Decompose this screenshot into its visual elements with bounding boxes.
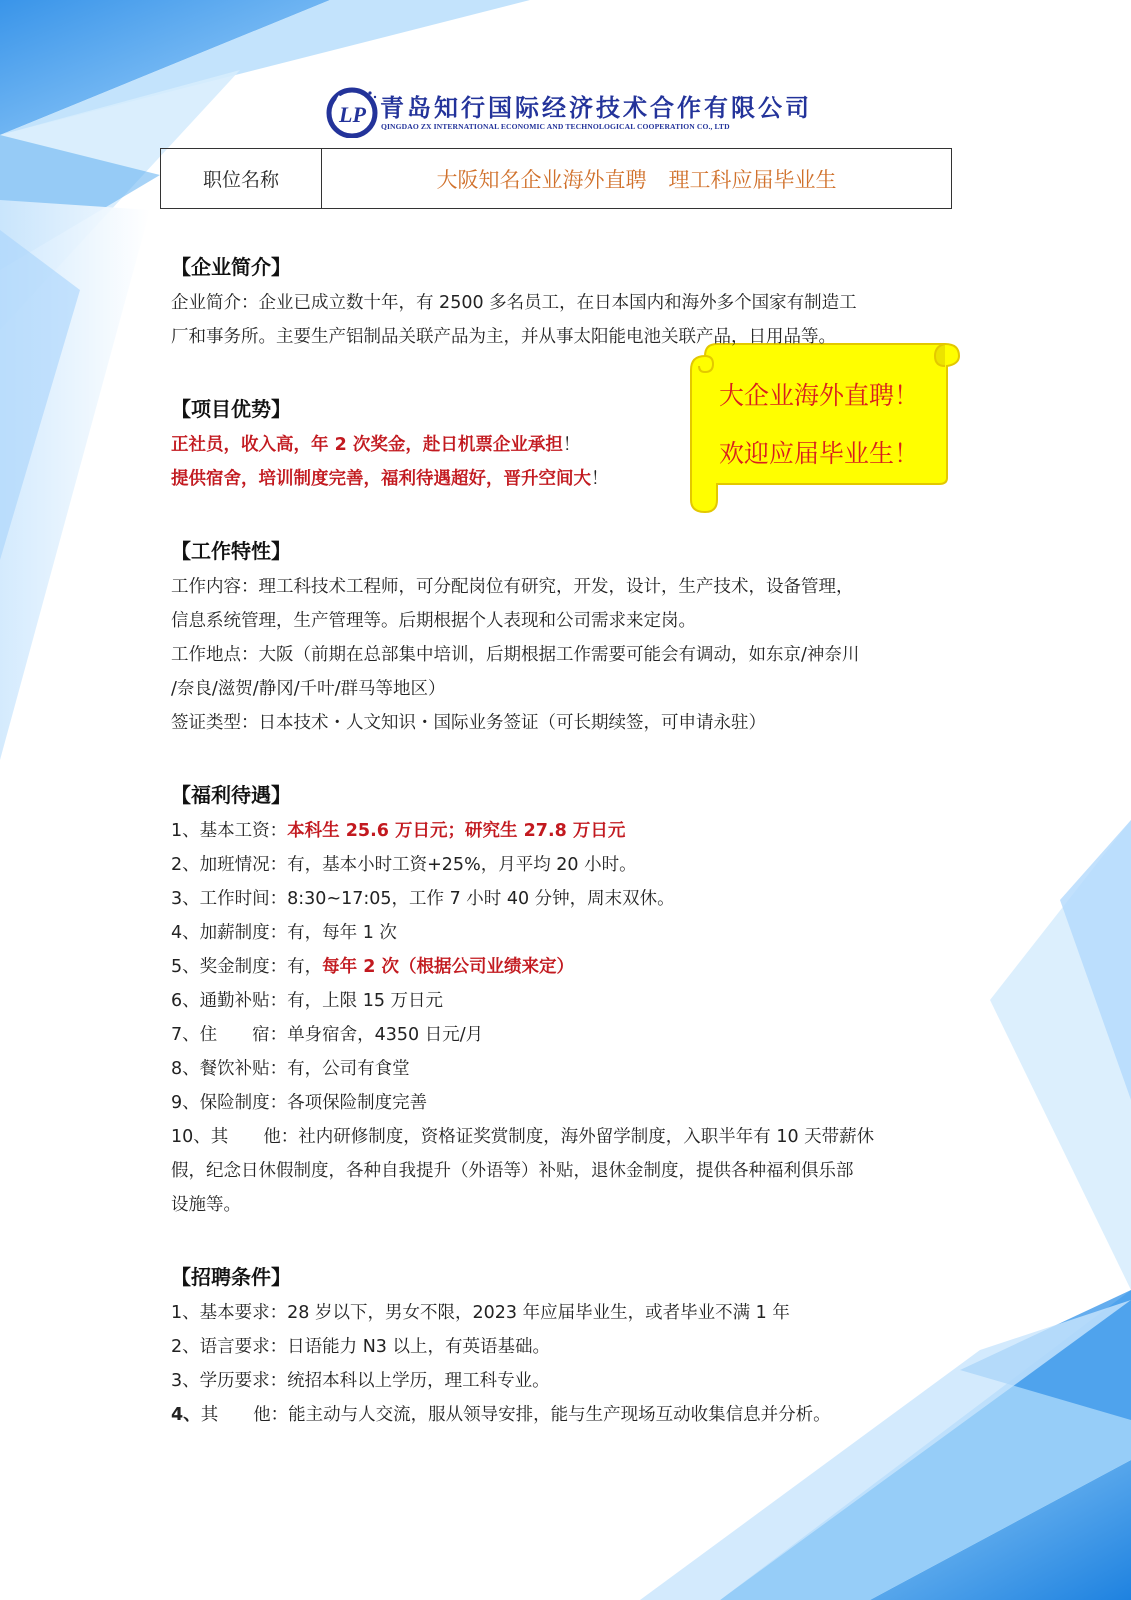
welfare-section <box>171 778 971 1222</box>
requirement-num: 3、 <box>171 1371 200 1391</box>
logo-letters: LP <box>339 102 366 127</box>
welfare-label: 4、加薪制度： <box>171 923 288 943</box>
job-section <box>171 534 971 740</box>
welfare-text: 8:30~17:05，工作 7 小时 40 分钟，周末双休。 <box>287 889 675 909</box>
requirement-item <box>171 1364 971 1398</box>
welfare-prefix: 有， <box>287 957 323 977</box>
banner-line-1: 大企业海外直聘！ <box>719 381 920 410</box>
welfare-item <box>171 916 971 950</box>
welfare-label: 1、基本工资： <box>171 821 288 841</box>
welfare-label: 2、加班情况： <box>171 855 288 875</box>
requirement-text: 基本要求：28 岁以下，男女不限，2023 年应届毕业生，或者毕业不满 1 年 <box>199 1303 790 1323</box>
welfare-label: 9、保险制度： <box>171 1093 288 1113</box>
welfare-text: 有，上限 15 万日元 <box>287 991 444 1011</box>
welfare-item <box>171 1018 971 1052</box>
welfare-label: 3、工作时间： <box>171 889 288 909</box>
main-content <box>171 250 971 1458</box>
text-line: 工作地点：大阪（前期在总部集中培训，后期根据工作需要可能会有调动，如东京/神奈川 <box>171 645 860 665</box>
welfare-label: 6、通勤补贴： <box>171 991 288 1011</box>
welfare-label: 7、住 宿： <box>171 1025 288 1045</box>
position-value <box>322 149 951 208</box>
welfare-item <box>171 1086 971 1120</box>
welfare-text: 有，每年 1 次 <box>287 923 397 943</box>
company-name-cn: 青岛知行国际经济技术合作有限公司 <box>380 93 812 122</box>
welfare-text: 有，公司有食堂 <box>287 1059 410 1079</box>
requirement-item <box>171 1296 971 1330</box>
welfare-item <box>171 814 971 848</box>
text-line: /奈良/滋贺/静冈/千叶/群马等地区） <box>171 679 446 699</box>
section-title: 【福利待遇】 <box>171 783 291 807</box>
requirement-text: 其 他：能主动与人交流，服从领导安排，能与生产现场互动收集信息并分析。 <box>200 1405 831 1425</box>
lp-logo-icon <box>326 86 378 138</box>
company-intro-section <box>171 250 971 354</box>
welfare-text: 有，基本小时工资+25%，月平均 20 小时。 <box>287 855 637 875</box>
advantage-line <box>171 462 971 496</box>
position-title-part2: 理工科应届毕业生 <box>668 167 837 192</box>
text-line: 签证类型：日本技术・人文知识・国际业务签证（可长期续签，可申请永驻） <box>171 713 766 733</box>
welfare-item <box>171 848 971 882</box>
requirement-text: 学历要求：统招本科以上学历，理工科专业。 <box>199 1371 550 1391</box>
requirements-section <box>171 1260 971 1432</box>
welfare-text: 单身宿舍，4350 日元/月 <box>287 1025 484 1045</box>
advantage-tail: ！ <box>591 469 609 489</box>
text-line: 工作内容：理工科技术工程师，可分配岗位有研究，开发，设计，生产技术，设备管理， <box>171 577 854 597</box>
text-line: 厂和事务所。主要生产铝制品关联产品为主，并从事太阳能电池关联产品，日用品等。 <box>171 327 836 347</box>
welfare-other-line: 假，纪念日休假制度，各种自我提升（外语等）补贴，退休金制度，提供各种福利俱乐部 <box>171 1161 854 1181</box>
welfare-highlight: 每年 2 次（根据公司业绩来定） <box>322 957 575 977</box>
advantages-section <box>171 392 971 496</box>
requirement-num: 2、 <box>171 1337 200 1357</box>
position-table <box>160 148 952 209</box>
welfare-highlight: 本科生 25.6 万日元；研究生 27.8 万日元 <box>287 821 626 841</box>
welfare-item <box>171 1052 971 1086</box>
position-title-part1: 大阪知名企业海外直聘 <box>436 167 647 192</box>
welfare-label: 8、餐饮补贴： <box>171 1059 288 1079</box>
requirement-item <box>171 1330 971 1364</box>
section-title: 【项目优势】 <box>171 397 291 421</box>
welfare-item <box>171 950 971 984</box>
position-label: 职位名称 <box>161 149 322 208</box>
welfare-label: 5、奖金制度： <box>171 957 288 977</box>
text-line: 企业简介：企业已成立数十年，有 2500 多名员工，在日本国内和海外多个国家有制造工 <box>171 293 857 313</box>
welfare-other-line: 10、其 他：社内研修制度，资格证奖赏制度，海外留学制度，入职半年有 10 天带薪休 <box>171 1127 875 1147</box>
welfare-item <box>171 984 971 1018</box>
welfare-item <box>171 882 971 916</box>
advantage-tail: ！ <box>562 435 581 455</box>
section-title: 【招聘条件】 <box>171 1265 291 1289</box>
company-name-en: QINGDAO ZX INTERNATIONAL ECONOMIC AND TECHNOLOGICAL COOPERATION CO., LTD <box>381 122 730 131</box>
section-title: 【工作特性】 <box>171 539 291 563</box>
advantage-text: 正社员，收入高，年 2 次奖金，赴日机票企业承担 <box>171 435 563 455</box>
advantage-text: 提供宿舍，培训制度完善，福利待遇超好，晋升空间大 <box>171 469 591 489</box>
section-title: 【企业简介】 <box>171 255 291 279</box>
welfare-other-line: 设施等。 <box>171 1195 241 1215</box>
banner-line-2: 欢迎应届毕业生！ <box>719 439 920 468</box>
advantage-line <box>171 428 971 462</box>
welfare-text: 各项保险制度完善 <box>287 1093 428 1113</box>
text-line: 信息系统管理，生产管理等。后期根据个人表现和公司需求来定岗。 <box>171 611 696 631</box>
company-logo <box>326 86 812 138</box>
requirement-text: 语言要求：日语能力 N3 以上，有英语基础。 <box>199 1337 550 1357</box>
requirement-num: 4、 <box>171 1405 201 1425</box>
requirement-num: 1、 <box>171 1303 200 1323</box>
requirement-item <box>171 1398 971 1432</box>
